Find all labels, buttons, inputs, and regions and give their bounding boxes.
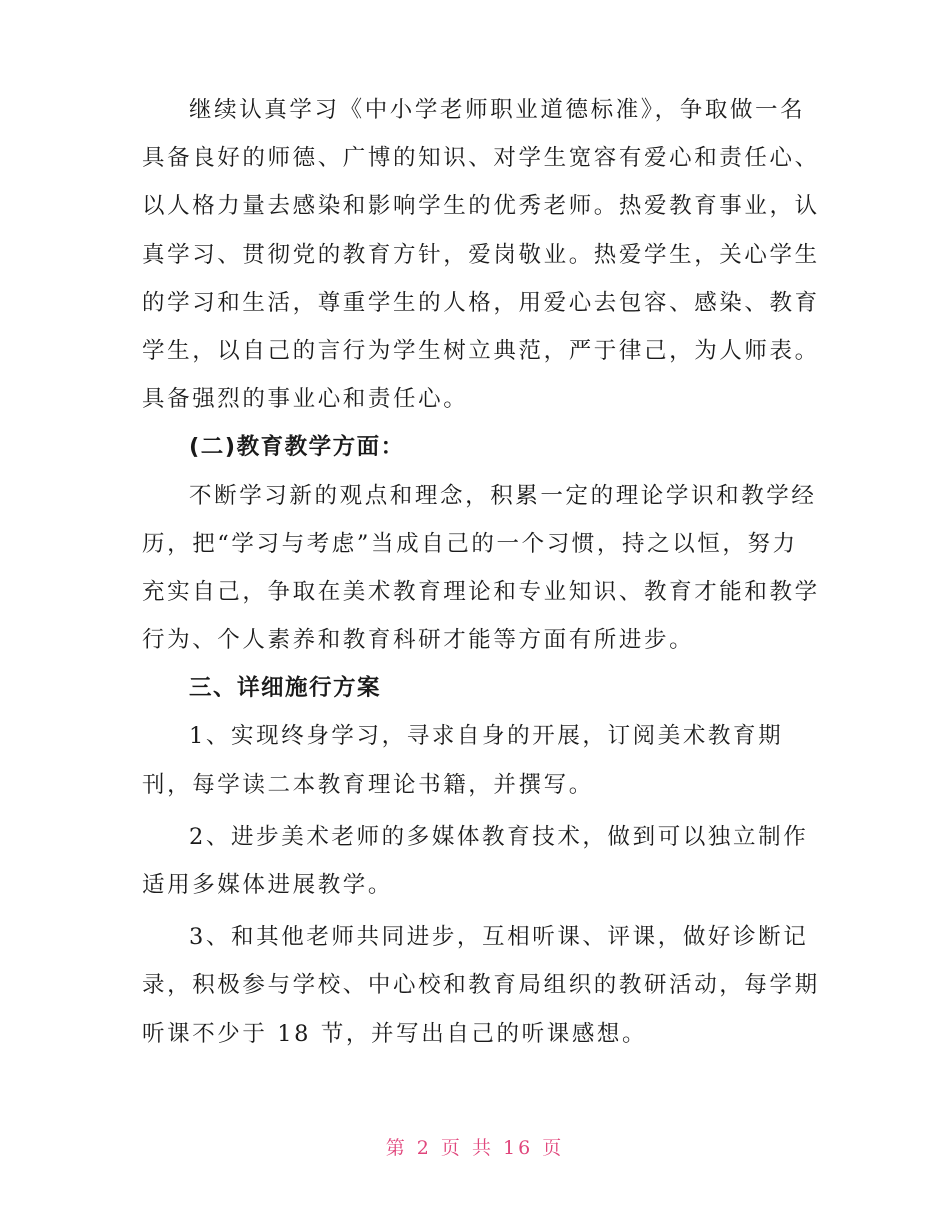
section-heading: (二)教育教学方面： — [189, 434, 405, 461]
page-number-footer: 第 2 页 共 16 页 — [385, 1137, 565, 1159]
list-item-line: 3、和其他老师共同进步，互相听课、评课，做好诊断记 — [189, 924, 809, 951]
list-item-line: 2、进步美术老师的多媒体教育技术，做到可以独立制作 — [189, 823, 809, 850]
paragraph-line: 具备强烈的事业心和责任心。 — [142, 386, 469, 413]
list-item-line: 适用多媒体进展教学。 — [142, 872, 394, 898]
paragraph-line: 以人格力量去感染和影响学生的优秀老师。热爱教育事业，认 — [142, 193, 820, 220]
list-item-line: 1、实现终身学习，寻求自身的开展，订阅美术教育期 — [189, 723, 784, 750]
paragraph-line: 不断学习新的观点和理念，积累一定的理论学识和教学经 — [189, 482, 817, 509]
section-heading: 三、详细施行方案 — [189, 675, 382, 702]
list-item-line: 刊，每学读二本教育理论书籍，并撰写。 — [142, 771, 594, 798]
paragraph-line: 充实自己，争取在美术教育理论和专业知识、教育才能和教学 — [142, 578, 820, 605]
list-item-line: 听课不少于 18 节，并写出自己的听课感想。 — [142, 1020, 648, 1047]
paragraph-line: 学生，以自己的言行为学生树立典范，严于律己，为人师表。 — [142, 337, 820, 364]
paragraph-line: 继续认真学习《中小学老师职业道德标准》，争取做一名 — [189, 97, 806, 123]
paragraph-line: 具备良好的师德、广博的知识、对学生宽容有爱心和责任心、 — [142, 145, 820, 172]
paragraph-line: 的学习和生活，尊重学生的人格，用爱心去包容、感染、教育 — [142, 289, 820, 316]
paragraph-line: 行为、个人素养和教育科研才能等方面有所进步。 — [142, 627, 695, 654]
paragraph-line: 真学习、贯彻党的教育方针，爱岗敬业。热爱学生，关心学生 — [142, 241, 820, 268]
document-body — [142, 86, 820, 1058]
list-item-line: 录，积极参与学校、中心校和教育局组织的教研活动，每学期 — [142, 972, 820, 999]
paragraph-line: 历，把“学习与考虑”当成自己的一个习惯，持之以恒，努力 — [142, 530, 798, 557]
